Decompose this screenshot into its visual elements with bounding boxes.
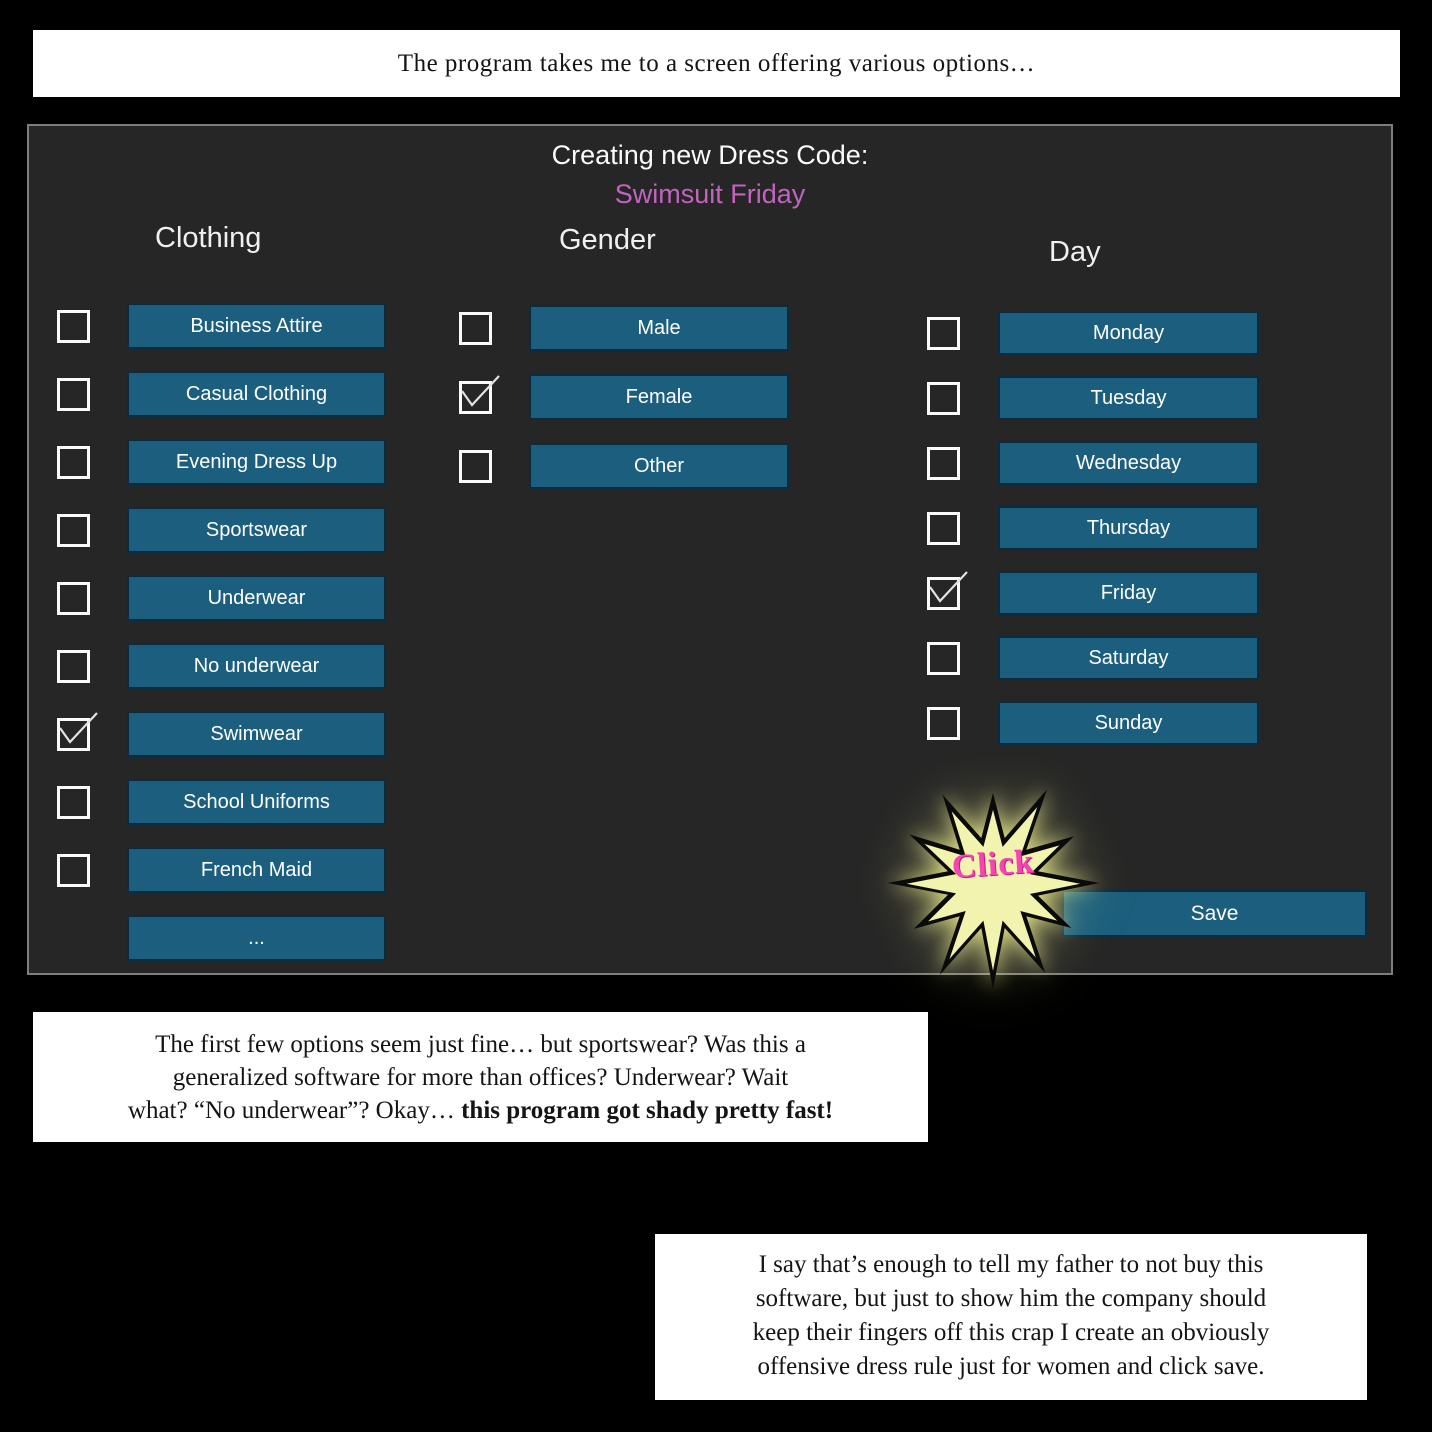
- clothing-header: Clothing: [155, 222, 262, 254]
- commentary2-line3: keep their fingers off this crap I create an obviously: [752, 1319, 1270, 1346]
- checkbox[interactable]: [459, 312, 492, 345]
- checkbox[interactable]: [57, 514, 90, 547]
- checkbox[interactable]: [57, 650, 90, 683]
- option-label: Casual Clothing: [185, 382, 328, 405]
- commentary2-line4: offensive dress rule just for women and click save.: [757, 1353, 1265, 1380]
- commentary2-line1: I say that’s enough to tell my father to not buy this: [758, 1251, 1264, 1278]
- option-label: Tuesday: [1090, 386, 1167, 409]
- check-icon: [456, 371, 502, 417]
- option-label: Friday: [1100, 581, 1157, 604]
- option-label: Thursday: [1086, 516, 1171, 539]
- option-button[interactable]: [127, 439, 386, 485]
- checkbox[interactable]: [57, 786, 90, 819]
- checkbox[interactable]: [57, 378, 90, 411]
- option-button[interactable]: [529, 443, 789, 489]
- checkbox[interactable]: [57, 310, 90, 343]
- checkbox[interactable]: [57, 446, 90, 479]
- checkbox-box[interactable]: [927, 447, 960, 480]
- checkbox-box[interactable]: [927, 642, 960, 675]
- option-label: Female: [625, 385, 693, 408]
- save-label: Save: [1190, 901, 1239, 925]
- checkbox-box[interactable]: [927, 317, 960, 350]
- option-button[interactable]: [998, 506, 1259, 550]
- option-label: Sunday: [1094, 711, 1163, 734]
- day-option-row: [927, 376, 1259, 420]
- checkbox-box[interactable]: [57, 378, 90, 411]
- clothing-option-row: [57, 371, 386, 417]
- check-icon: [924, 567, 970, 613]
- clothing-option-row: [57, 643, 386, 689]
- option-button[interactable]: [127, 847, 386, 893]
- option-button[interactable]: [127, 711, 386, 757]
- option-button[interactable]: [998, 701, 1259, 745]
- commentary-box-2: [655, 1234, 1367, 1400]
- gender-option-row: [459, 443, 789, 489]
- option-label: Saturday: [1088, 646, 1169, 669]
- checkbox-box[interactable]: [57, 582, 90, 615]
- clothing-option-row: [57, 847, 386, 893]
- checkbox-box[interactable]: [57, 854, 90, 887]
- commentary2-line2: software, but just to show him the company should: [755, 1285, 1267, 1312]
- checkbox-box[interactable]: [57, 650, 90, 683]
- checkbox[interactable]: [459, 450, 492, 483]
- option-label: ...: [248, 926, 265, 949]
- option-label: Wednesday: [1075, 451, 1182, 474]
- day-header: Day: [1049, 236, 1101, 268]
- option-button[interactable]: [127, 575, 386, 621]
- clothing-option-row: [57, 779, 386, 825]
- checkbox[interactable]: [57, 854, 90, 887]
- gender-column: [459, 305, 789, 489]
- checkbox[interactable]: [927, 577, 960, 610]
- day-option-row: [927, 506, 1259, 550]
- day-option-row: [927, 571, 1259, 615]
- checkbox-box[interactable]: [459, 450, 492, 483]
- clothing-option-row: [57, 507, 386, 553]
- option-button[interactable]: [127, 371, 386, 417]
- option-label: Male: [637, 316, 681, 339]
- clothing-option-row: [57, 303, 386, 349]
- option-button[interactable]: [998, 311, 1259, 355]
- commentary1-line1: The first few options seem just fine… but sportswear? Was this a: [155, 1031, 806, 1058]
- commentary-box-1: [33, 1012, 928, 1142]
- gender-option-row: [459, 305, 789, 351]
- option-label: Other: [633, 454, 685, 477]
- checkbox-box[interactable]: [57, 786, 90, 819]
- option-button[interactable]: [127, 779, 386, 825]
- narration-banner: [33, 30, 1400, 97]
- clothing-option-row: [57, 439, 386, 485]
- option-label: French Maid: [200, 858, 313, 881]
- click-text: Click: [950, 843, 1036, 886]
- commentary1-line3-bold: this program got shady pretty fast!: [461, 1097, 834, 1124]
- checkbox[interactable]: [927, 642, 960, 675]
- checkbox[interactable]: [927, 317, 960, 350]
- checkbox[interactable]: [57, 582, 90, 615]
- checkbox-box[interactable]: [459, 312, 492, 345]
- checkbox[interactable]: [927, 512, 960, 545]
- option-label: Business Attire: [190, 314, 323, 337]
- day-option-row: [927, 636, 1259, 680]
- day-column: [927, 311, 1259, 745]
- checkbox[interactable]: [927, 707, 960, 740]
- option-button[interactable]: [998, 376, 1259, 420]
- clothing-column: [57, 303, 386, 961]
- checkbox-box[interactable]: [927, 512, 960, 545]
- checkbox[interactable]: [57, 718, 90, 751]
- day-option-row: [927, 701, 1259, 745]
- clothing-option-row: [57, 575, 386, 621]
- checkbox-box[interactable]: [927, 707, 960, 740]
- day-option-row: [927, 441, 1259, 485]
- panel-title: Creating new Dress Code:: [551, 140, 869, 170]
- option-button[interactable]: [127, 643, 386, 689]
- check-icon: [54, 708, 100, 754]
- checkbox-box[interactable]: [57, 514, 90, 547]
- checkbox[interactable]: [927, 382, 960, 415]
- commentary1-line2: generalized software for more than offices? Underwear? Wait: [172, 1064, 789, 1091]
- gender-option-row: [459, 374, 789, 420]
- checkbox-box[interactable]: [927, 382, 960, 415]
- option-button[interactable]: [127, 507, 386, 553]
- option-label: Swimwear: [210, 722, 303, 745]
- checkbox-box[interactable]: [57, 446, 90, 479]
- option-button[interactable]: [127, 915, 386, 961]
- narration-text: The program takes me to a screen offering various options…: [397, 49, 1036, 77]
- dress-code-name: Swimsuit Friday: [614, 179, 806, 209]
- option-button[interactable]: [529, 374, 789, 420]
- option-button[interactable]: [998, 571, 1259, 615]
- day-option-row: [927, 311, 1259, 355]
- option-label: Underwear: [207, 586, 306, 609]
- checkbox[interactable]: [927, 447, 960, 480]
- option-label: No underwear: [193, 654, 320, 677]
- option-label: Evening Dress Up: [175, 450, 338, 473]
- checkbox[interactable]: [459, 381, 492, 414]
- option-button[interactable]: [529, 305, 789, 351]
- checkbox-box[interactable]: [57, 310, 90, 343]
- option-button[interactable]: [998, 441, 1259, 485]
- clothing-option-row: [57, 915, 386, 961]
- option-button[interactable]: [127, 303, 386, 349]
- option-label: Sportswear: [205, 518, 308, 541]
- gender-header: Gender: [559, 224, 656, 256]
- option-label: Monday: [1092, 321, 1165, 344]
- dress-code-panel: [27, 124, 1393, 975]
- option-label: School Uniforms: [183, 790, 330, 813]
- commentary1-line3: what? “No underwear”? Okay…: [127, 1097, 462, 1124]
- option-button[interactable]: [998, 636, 1259, 680]
- clothing-option-row: [57, 711, 386, 757]
